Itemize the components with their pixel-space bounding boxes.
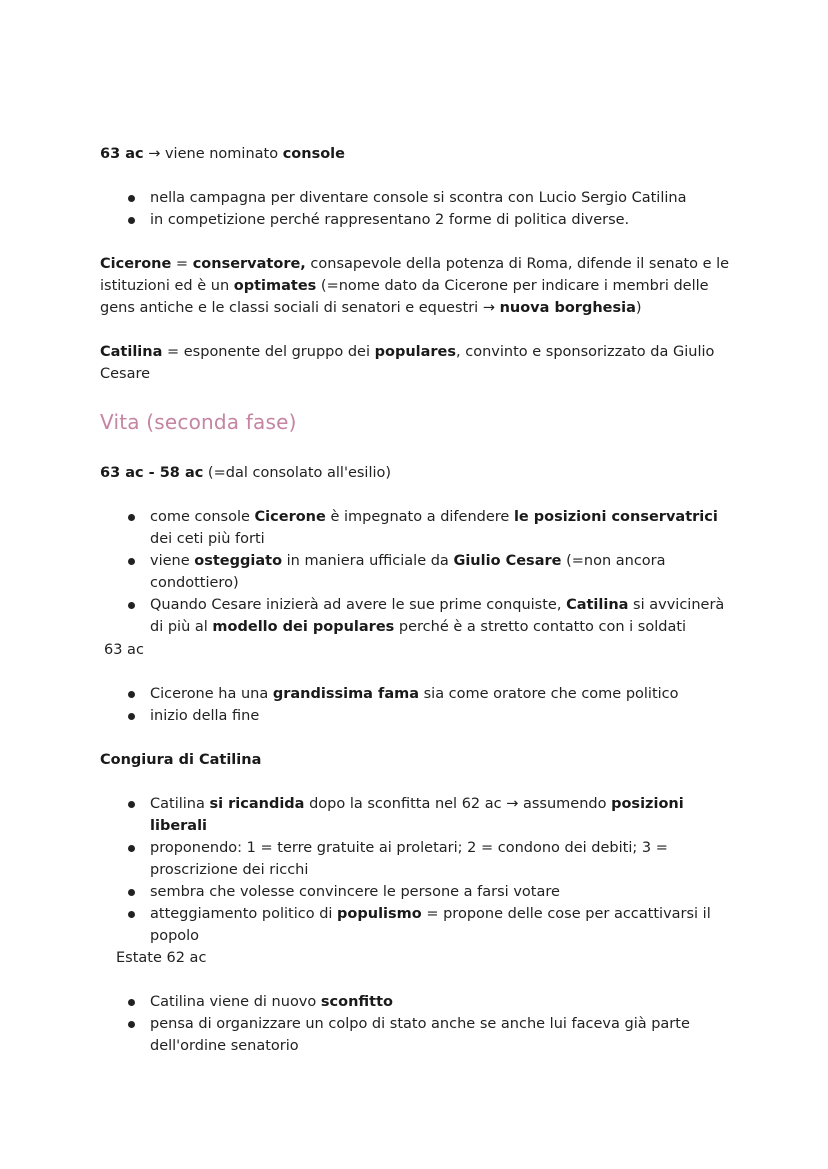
cicerone-paragraph: Cicerone = conservatore, consapevole della potenza di Roma, difende il senato e le istituzioni ed è un optimates (=nome dato da Cicerone per indicare i membri delle gens antiche e le classi sociali di senatori e equestri → nuova borghesia) xyxy=(100,256,730,316)
console-line: 63 ac → viene nominato console xyxy=(100,146,345,162)
summer-bullets xyxy=(100,991,740,1057)
list-item: atteggiamento politico di populismo = propone delle cose per accattivarsi il popolo xyxy=(100,903,740,947)
list-item: nella campagna per diventare console si scontra con Lucio Sergio Catilina xyxy=(100,187,740,209)
list-item: in competizione perché rappresentano 2 forme di politica diverse. xyxy=(100,209,740,231)
list-item: Catilina si ricandida dopo la sconfitta nel 62 ac → assumendo posizioni liberali xyxy=(100,793,740,837)
list-item: proponendo: 1 = terre gratuite ai proletari; 2 = condono dei debiti; 3 = proscrizione dei ricchi xyxy=(100,837,740,881)
congiura-title: Congiura di Catilina xyxy=(100,752,262,768)
list-item: inizio della fine xyxy=(100,705,740,727)
list-item: pensa di organizzare un colpo di stato anche se anche lui faceva già parte dell'ordine senatorio xyxy=(100,1013,740,1057)
list-item: viene osteggiato in maniera ufficiale da Giulio Cesare (=non ancora condottiero) xyxy=(100,550,740,594)
list-item: Catilina viene di nuovo sconfitto xyxy=(100,991,740,1013)
list-item: Cicerone ha una grandissima fama sia come oratore che come politico xyxy=(100,683,740,705)
section-heading: Vita (seconda fase) xyxy=(100,410,297,434)
console-bullets xyxy=(100,187,740,231)
list-item: come console Cicerone è impegnato a difendere le posizioni conservatrici dei ceti più forti xyxy=(100,506,740,550)
year-line: 63 ac xyxy=(104,642,144,658)
period-bullets xyxy=(100,506,740,638)
summer-line: Estate 62 ac xyxy=(116,950,207,966)
catilina-paragraph: Catilina = esponente del gruppo dei populares, convinto e sponsorizzato da Giulio Cesare xyxy=(100,344,715,382)
congiura-bullets xyxy=(100,793,740,947)
list-item: sembra che volesse convincere le persone a farsi votare xyxy=(100,881,740,903)
period-line: 63 ac - 58 ac (=dal consolato all'esilio) xyxy=(100,465,392,481)
list-item: Quando Cesare inizierà ad avere le sue prime conquiste, Catilina si avvicinerà di più al modello dei populares perché è a stretto contatto con i soldati xyxy=(100,594,740,638)
fame-bullets xyxy=(100,683,740,727)
